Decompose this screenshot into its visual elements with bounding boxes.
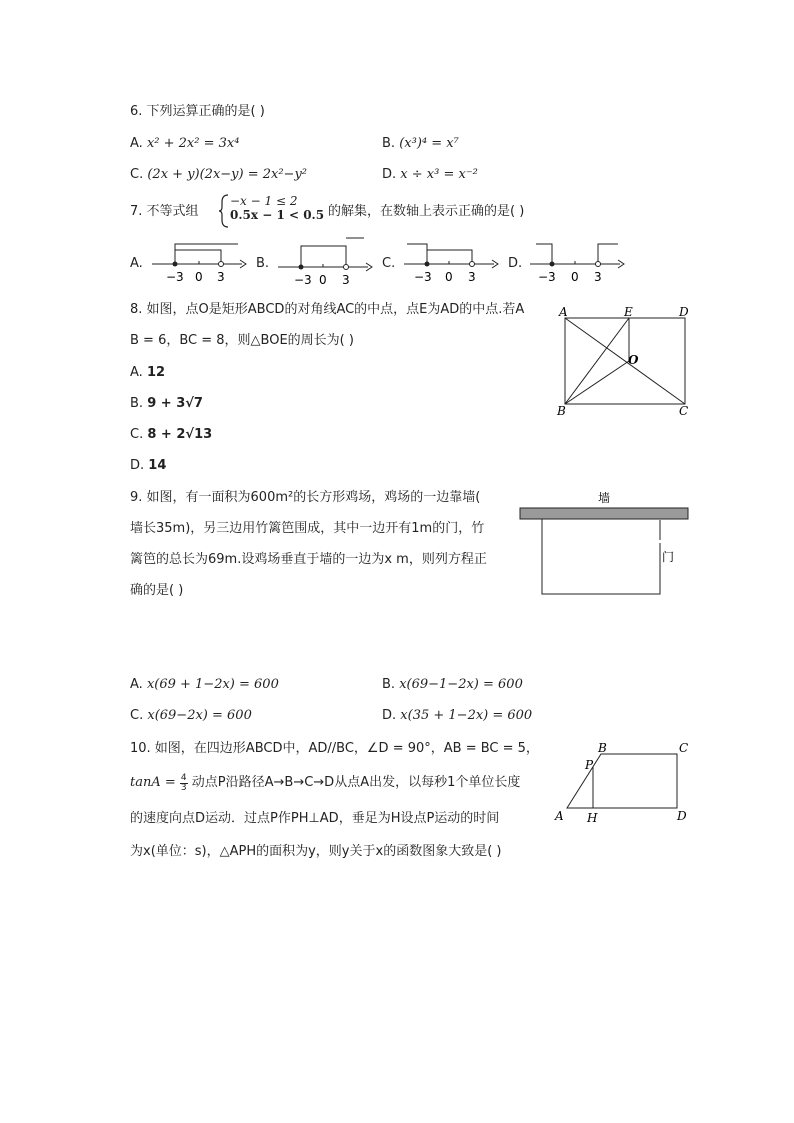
q9-option-d-letter: D. [382, 708, 397, 723]
q7-a-tick-3: 3 [217, 270, 225, 284]
q7-system-line2: 0.5x − 1 < 0.5 [230, 208, 325, 222]
q7-b-tick-neg3: −3 [294, 273, 312, 287]
q8-option-a-letter: A. [130, 365, 143, 380]
q7-d-tick-0: 0 [571, 270, 579, 284]
q7-system-line1: −x − 1 ≤ 2 [230, 194, 298, 208]
q10-fraction-denominator: 3 [180, 783, 187, 793]
q7-c-tick-neg3: −3 [414, 270, 432, 284]
q7-c-tick-3: 3 [468, 270, 476, 284]
q9-line1: 9. 如图，有一面积为600m²的长方形鸡场，鸡场的一边靠墙( [130, 490, 481, 505]
q6-option-c[interactable] [130, 167, 307, 183]
q8-option-c-letter: C. [130, 427, 144, 442]
q9-option-c[interactable] [130, 708, 252, 724]
q6-option-b-letter: B. [382, 136, 396, 151]
q7-c-tick-0: 0 [445, 270, 453, 284]
q8-label-e: E [624, 305, 633, 319]
q9-option-b-letter: B. [382, 677, 396, 692]
q9-option-a[interactable] [130, 677, 279, 693]
q9-line4: 确的是( ) [130, 583, 184, 598]
q8-option-b-letter: B. [130, 396, 144, 411]
q6-option-d-letter: D. [382, 167, 397, 182]
q7-b-tick-0: 0 [319, 273, 327, 287]
q6-option-a-letter: A. [130, 136, 143, 151]
q9-option-a-letter: A. [130, 677, 143, 692]
q9-line2: 墙长35m)，另三边用竹篱笆围成，其中一边开有1m的门，竹 [130, 521, 485, 536]
q6-stem: 6. 下列运算正确的是( ) [130, 104, 265, 119]
q9-door-label: 门 [662, 550, 675, 564]
q9-coop-figure [518, 488, 693, 600]
q7-option-b-letter[interactable]: B. [256, 256, 270, 271]
q8-option-d-value: 14 [148, 458, 167, 473]
q8-option-b[interactable] [130, 396, 203, 412]
q7-tail: 的解集，在数轴上表示正确的是( ) [328, 204, 525, 219]
q8-label-d: D [679, 305, 689, 319]
q7-a-tick-0: 0 [195, 270, 203, 284]
q8-label-b: B [557, 404, 566, 418]
q6-option-b-math: (x³)⁴ = x⁷ [399, 136, 459, 151]
q7-d-tick-neg3: −3 [538, 270, 556, 284]
q6-option-c-letter: C. [130, 167, 144, 182]
q7-option-d-letter[interactable]: D. [508, 256, 523, 271]
q10-tan-expr: tanA = [130, 775, 176, 790]
q10-label-h: H [587, 811, 598, 825]
q8-option-d-letter: D. [130, 458, 145, 473]
q8-option-a[interactable] [130, 365, 165, 381]
q8-option-c-value: 8 + 2√13 [147, 427, 213, 442]
q7-num: 7. 不等式组 [130, 204, 199, 219]
q9-option-c-math: x(69−2x) = 600 [147, 708, 252, 723]
q10-line3: 的速度向点D运动．过点P作PH⊥AD，垂足为H设点P运动的时间 [130, 811, 500, 826]
q9-option-b[interactable] [382, 677, 523, 693]
q7-option-a-numberline[interactable] [150, 236, 250, 284]
q10-label-c: C [679, 741, 689, 755]
q7-a-tick-neg3: −3 [166, 270, 184, 284]
q10-label-b: B [598, 741, 607, 755]
q9-line3: 篱笆的总长为69m.设鸡场垂直于墙的一边为x m，则列方程正 [130, 552, 487, 567]
q8-label-o: O [628, 353, 639, 367]
q7-option-d-numberline[interactable] [528, 236, 628, 284]
q9-option-c-letter: C. [130, 708, 144, 723]
q7-option-c-letter[interactable]: C. [382, 256, 396, 271]
q10-line2 [130, 774, 520, 793]
q10-fraction [180, 774, 188, 793]
q8-rectangle-figure [553, 302, 698, 422]
q6-option-a[interactable] [130, 136, 239, 152]
q8-option-a-value: 12 [146, 365, 166, 380]
q7-d-tick-3: 3 [594, 270, 602, 284]
q9-option-b-math: x(69−1−2x) = 600 [399, 677, 523, 692]
q10-trapezoid-figure [553, 738, 698, 828]
q10-label-d: D [677, 809, 687, 823]
q10-label-a: A [555, 809, 564, 823]
q9-wall-label: 墙 [598, 491, 611, 505]
q6-option-d[interactable] [382, 167, 478, 183]
q9-option-d-math: x(35 + 1−2x) = 600 [400, 708, 533, 723]
q6-option-b[interactable] [382, 136, 459, 152]
q8-label-a: A [559, 305, 568, 319]
q8-line2: B = 6，BC = 8，则△BOE的周长为( ) [130, 333, 354, 348]
q10-fraction-numerator: 4 [180, 773, 187, 783]
q10-line4: 为x(单位：s)，△APH的面积为y，则y关于x的函数图象大致是( ) [130, 844, 502, 859]
q8-label-c: C [679, 404, 689, 418]
q7-option-a-letter[interactable]: A. [130, 256, 143, 271]
q6-option-d-math: x ÷ x³ = x⁻² [400, 167, 478, 182]
q10-line1: 10. 如图，在四边形ABCD中，AD//BC，∠D = 90°，AB = BC = 5， [130, 741, 539, 756]
q9-option-d[interactable] [382, 708, 532, 724]
q7-b-tick-3: 3 [342, 273, 350, 287]
q8-line1: 8. 如图，点O是矩形ABCD的对角线AC的中点，点E为AD的中点.若A [130, 302, 525, 317]
q6-option-a-math: x² + 2x² = 3x⁴ [146, 136, 240, 151]
q6-option-c-math: (2x + y)(2x−y) = 2x²−y² [147, 167, 308, 182]
q10-line2-text: 动点P沿路径A→B→C→D从点A出发，以每秒1个单位长度 [191, 775, 521, 790]
q8-option-b-value: 9 + 3√7 [147, 396, 203, 411]
q7-brace [218, 194, 230, 228]
q7-option-c-numberline[interactable] [402, 236, 502, 284]
q8-option-c[interactable] [130, 427, 212, 443]
q10-label-p: P [585, 758, 594, 772]
q7-option-b-numberline[interactable] [276, 236, 376, 287]
q8-option-d[interactable] [130, 458, 166, 474]
q9-option-a-math: x(69 + 1−2x) = 600 [146, 677, 279, 692]
